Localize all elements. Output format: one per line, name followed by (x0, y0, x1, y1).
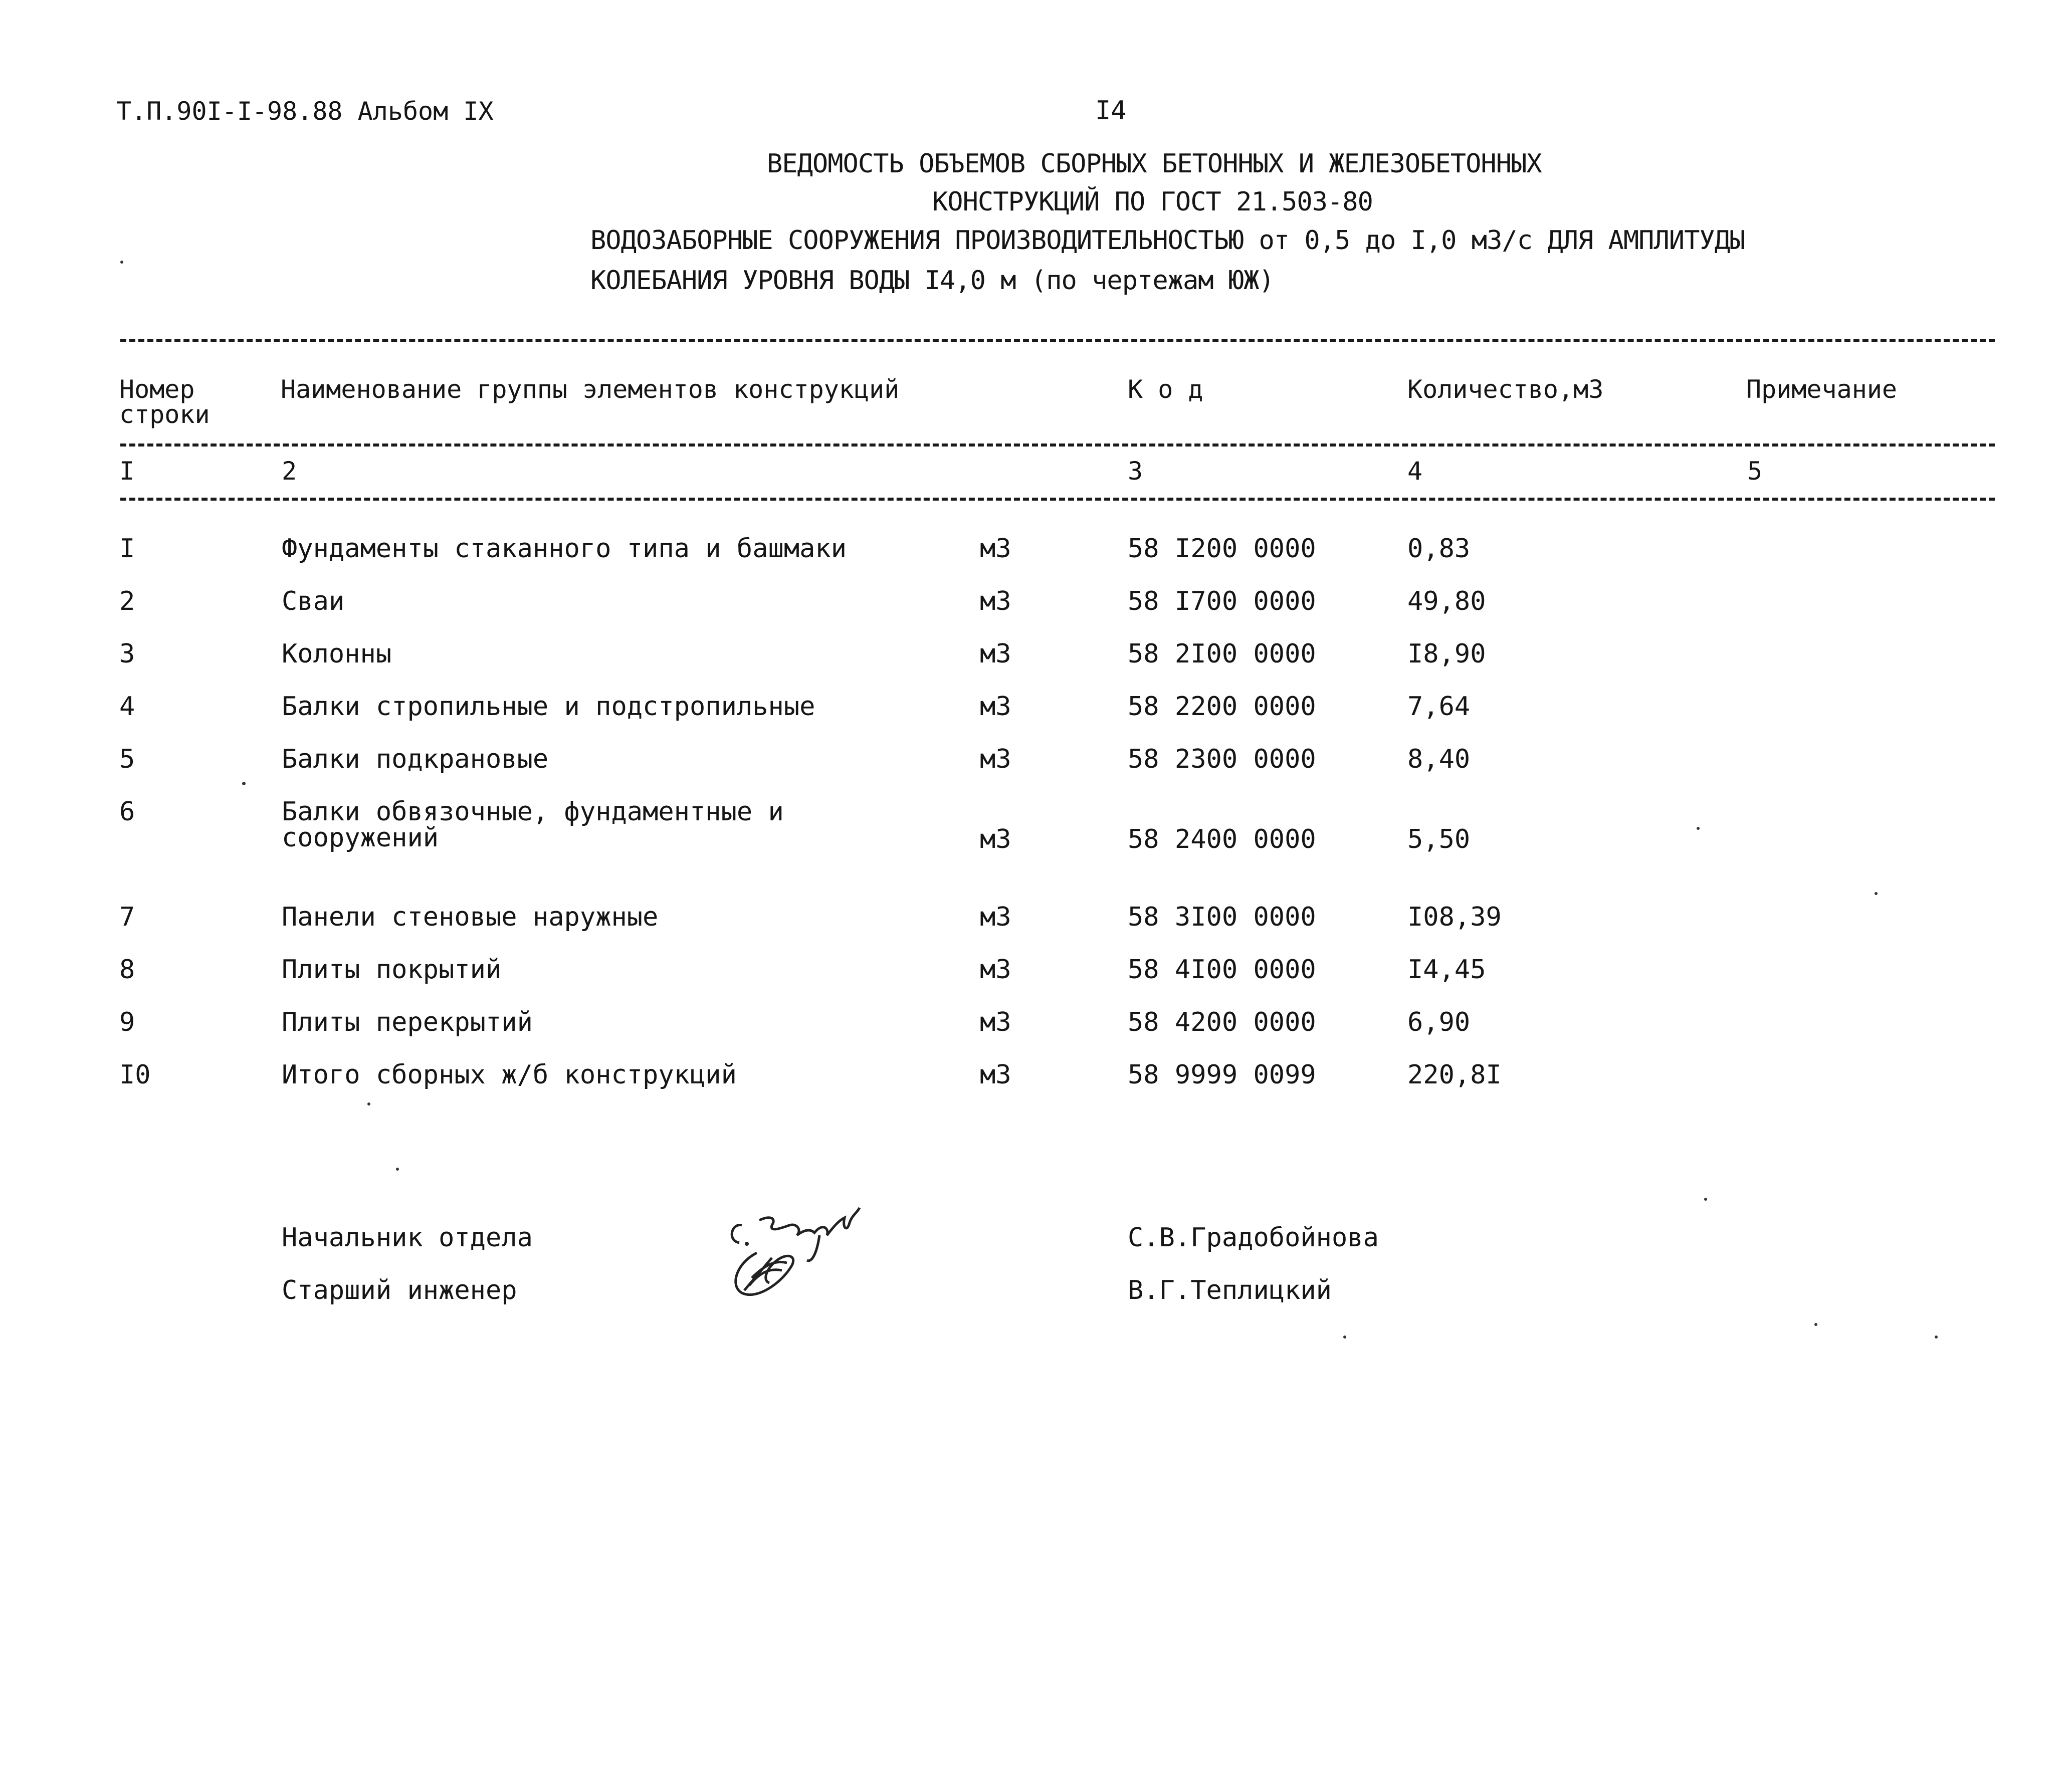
row-quantity: 220,8I (1407, 1060, 1502, 1090)
row-number: I (119, 534, 135, 564)
scan-speck (242, 782, 246, 785)
signature-role-head: Начальник отдела (282, 1223, 533, 1253)
row-name: Балки подкрановые (282, 744, 549, 774)
title-line-1: ВЕДОМОСТЬ ОБЪЕМОВ СБОРНЫХ БЕТОННЫХ И ЖЕЛЕЗОБЕТОННЫХ (767, 149, 1542, 179)
row-name: Балки обвязочные, фундаментные и (282, 797, 784, 827)
row-quantity: 5,50 (1407, 824, 1471, 854)
row-number: I0 (119, 1060, 151, 1090)
scan-speck (1875, 892, 1878, 895)
row-number: 2 (119, 586, 135, 616)
row-code: 58 2200 0000 (1128, 692, 1316, 722)
scan-speck (1343, 1336, 1346, 1339)
row-quantity: I08,39 (1407, 902, 1502, 932)
title-line-4: КОЛЕБАНИЯ УРОВНЯ ВОДЫ I4,0 м (по чертежам ЮЖ) (590, 266, 1274, 296)
row-quantity: I8,90 (1407, 639, 1486, 669)
row-unit: м3 (980, 744, 1011, 774)
row-number: 9 (119, 1007, 135, 1037)
row-unit: м3 (980, 1060, 1011, 1090)
row-name: Итого сборных ж/б конструкций (282, 1060, 737, 1090)
column-header-note: Примечание (1746, 375, 1898, 404)
row-name: Плиты покрытий (282, 955, 502, 985)
column-header-code: К о д (1128, 375, 1203, 404)
row-number: 6 (119, 797, 135, 827)
column-number-1: I (119, 457, 135, 486)
header-bottom-rule (120, 443, 1995, 447)
row-unit: м3 (980, 1007, 1011, 1037)
column-number-3: 3 (1128, 457, 1143, 486)
row-code: 58 I200 0000 (1128, 534, 1316, 564)
row-quantity: I4,45 (1407, 955, 1486, 985)
row-name: Панели стеновые наружные (282, 902, 659, 932)
row-quantity: 49,80 (1407, 586, 1486, 616)
handwritten-signature-icon (722, 1198, 892, 1318)
column-number-4: 4 (1407, 457, 1423, 486)
table-top-rule (120, 339, 1995, 342)
row-unit: м3 (980, 639, 1011, 669)
row-code: 58 I700 0000 (1128, 586, 1316, 616)
column-number-2: 2 (282, 457, 297, 486)
row-code: 58 4I00 0000 (1128, 955, 1316, 985)
row-quantity: 7,64 (1407, 692, 1471, 722)
page-number: I4 (1095, 96, 1127, 126)
row-quantity: 6,90 (1407, 1007, 1471, 1037)
row-unit: м3 (980, 902, 1011, 932)
row-code: 58 9999 0099 (1128, 1060, 1316, 1090)
row-number: 3 (119, 639, 135, 669)
row-name: Плиты перекрытий (282, 1007, 533, 1037)
column-header-quantity: Количество,м3 (1407, 375, 1604, 404)
row-code: 58 2400 0000 (1128, 824, 1316, 854)
column-header-name: Наименование группы элементов конструкций (281, 375, 900, 404)
scan-speck (1814, 1323, 1817, 1326)
row-unit: м3 (980, 824, 1011, 854)
row-number: 7 (119, 902, 135, 932)
column-number-5: 5 (1747, 457, 1763, 486)
row-number: 8 (119, 955, 135, 985)
row-name-continued: сооружений (282, 823, 439, 853)
signature-name-engineer: В.Г.Теплицкий (1128, 1275, 1332, 1305)
row-name: Фундаменты стаканного типа и башмаки (282, 534, 847, 564)
row-quantity: 8,40 (1407, 744, 1471, 774)
row-unit: м3 (980, 955, 1011, 985)
scan-speck (396, 1168, 399, 1171)
row-number: 5 (119, 744, 135, 774)
row-unit: м3 (980, 534, 1011, 564)
signature-name-head: С.В.Градобойнова (1128, 1223, 1379, 1253)
title-line-3: ВОДОЗАБОРНЫЕ СООРУЖЕНИЯ ПРОИЗВОДИТЕЛЬНОСТЬЮ от 0,5 до I,0 м3/с ДЛЯ АМПЛИТУДЫ (590, 226, 1745, 256)
row-code: 58 4200 0000 (1128, 1007, 1316, 1037)
scan-speck (1935, 1336, 1938, 1339)
row-code: 58 2I00 0000 (1128, 639, 1316, 669)
signature-role-engineer: Старший инженер (282, 1275, 517, 1305)
scan-speck (120, 261, 123, 264)
column-header-row-number: Номер строки (119, 375, 210, 429)
scan-speck (1704, 1198, 1707, 1201)
numbers-bottom-rule (120, 498, 1995, 501)
row-name: Сваи (282, 586, 345, 616)
row-code: 58 2300 0000 (1128, 744, 1316, 774)
row-unit: м3 (980, 692, 1011, 722)
row-unit: м3 (980, 586, 1011, 616)
row-number: 4 (119, 692, 135, 722)
row-name: Колонны (282, 639, 392, 669)
row-name: Балки стропильные и подстропильные (282, 692, 815, 722)
scan-speck (1697, 827, 1700, 830)
scan-speck (367, 1102, 370, 1105)
title-line-2: КОНСТРУКЦИЙ ПО ГОСТ 21.503-80 (932, 187, 1373, 217)
row-quantity: 0,83 (1407, 534, 1471, 564)
row-code: 58 3I00 0000 (1128, 902, 1316, 932)
document-reference: Т.П.90I-I-98.88 Альбом IX (116, 97, 494, 126)
